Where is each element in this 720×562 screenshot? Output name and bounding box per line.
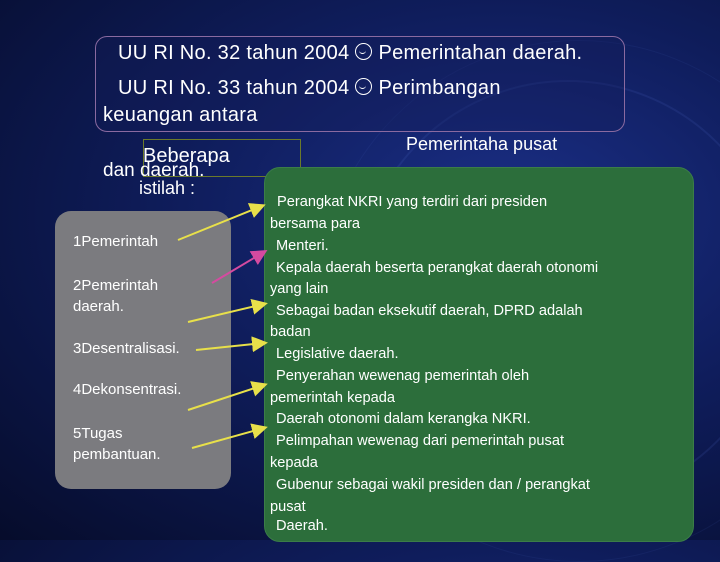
- definition-line: yang lain: [270, 281, 329, 297]
- definition-line: Gubenur sebagai wakil presiden dan / perangkat: [276, 477, 590, 493]
- definition-line: Menteri.: [276, 238, 329, 254]
- term-label: 2Pemerintah: [73, 277, 159, 294]
- title-line-5: dan daerah.: [103, 160, 205, 181]
- definition-line: Daerah.: [276, 518, 328, 534]
- term-item-5: [73, 423, 161, 465]
- term-label: 5Tugas: [73, 425, 123, 442]
- term-item-1: [73, 231, 158, 252]
- term-item-3: [73, 338, 180, 359]
- heading-line-1: Beberapa: [143, 145, 230, 167]
- heading-line-2: istilah :: [139, 178, 196, 198]
- definition-line: Penyerahan wewenag pemerintah oleh: [276, 368, 530, 384]
- definition-line: Pelimpahan wewenag dari pemerintah pusat: [276, 433, 564, 449]
- term-item-4: [73, 379, 181, 400]
- definition-line: badan: [270, 324, 311, 340]
- title-line-2-law: UU RI No. 33 tahun 2004: [118, 77, 350, 99]
- definition-line: bersama para: [270, 216, 361, 232]
- circle-arrow-icon: [355, 43, 372, 60]
- definition-line: Kepala daerah beserta perangkat daerah otonomi: [276, 260, 599, 276]
- definition-line: pemerintah kepada: [270, 390, 395, 406]
- title-line-3: keuangan antara: [103, 104, 258, 126]
- definition-line: Sebagai badan eksekutif daerah, DPRD adalah: [276, 303, 583, 319]
- definition-line: Perangkat NKRI yang terdiri dari presiden: [277, 194, 548, 210]
- circle-arrow-icon: [355, 78, 372, 95]
- term-label: 1Pemerintah: [73, 233, 159, 250]
- title-line-2: [118, 77, 501, 100]
- term-label-cont: daerah.: [73, 298, 124, 315]
- definition-line: pusat: [270, 499, 306, 515]
- definition-line: kepada: [270, 455, 318, 471]
- term-label: 4Dekonsentrasi.: [73, 381, 182, 398]
- title-line-1-law: UU RI No. 32 tahun 2004: [118, 42, 350, 64]
- definition-line: Legislative daerah.: [276, 346, 399, 362]
- term-label-cont: pembantuan.: [73, 446, 161, 463]
- title-line-2-topic: Perimbangan: [378, 77, 501, 99]
- term-label: 3Desentralisasi.: [73, 340, 180, 357]
- title-line-1: [118, 42, 582, 65]
- definition-line: Daerah otonomi dalam kerangka NKRI.: [276, 411, 531, 427]
- term-item-2: [73, 275, 158, 317]
- title-line-4: Pemerintaha pusat: [406, 134, 558, 154]
- title-line-1-topic: Pemerintahan daerah.: [378, 42, 583, 64]
